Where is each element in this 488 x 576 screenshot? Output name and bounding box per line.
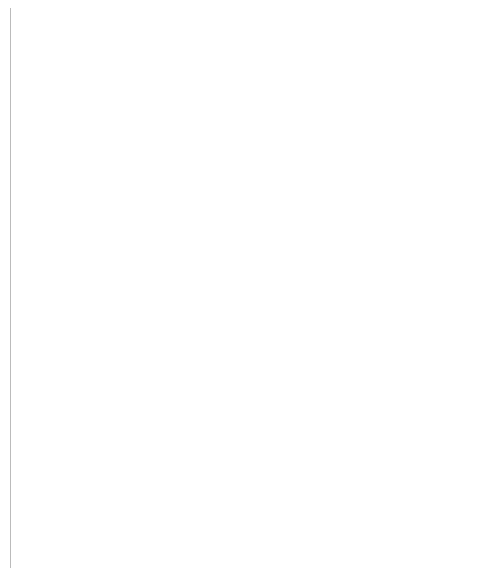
notice-paragraph [254, 42, 479, 57]
notice-subtitle [19, 25, 244, 41]
notice-paragraph [19, 43, 244, 58]
signature-line [254, 93, 479, 108]
signature-line [254, 108, 479, 123]
notice-paragraph [254, 8, 479, 23]
notice-paragraph [254, 59, 479, 74]
notice-paragraph [19, 60, 244, 75]
signature-line [254, 78, 479, 93]
notice-header [19, 8, 244, 41]
notice-signature [254, 78, 479, 123]
notice-column-right [10, 8, 244, 568]
notice-title [19, 8, 244, 25]
notice-paragraph [254, 25, 479, 40]
notice-column-left [254, 8, 479, 568]
notice-paragraph [19, 94, 244, 109]
notice-paragraph [19, 77, 244, 92]
